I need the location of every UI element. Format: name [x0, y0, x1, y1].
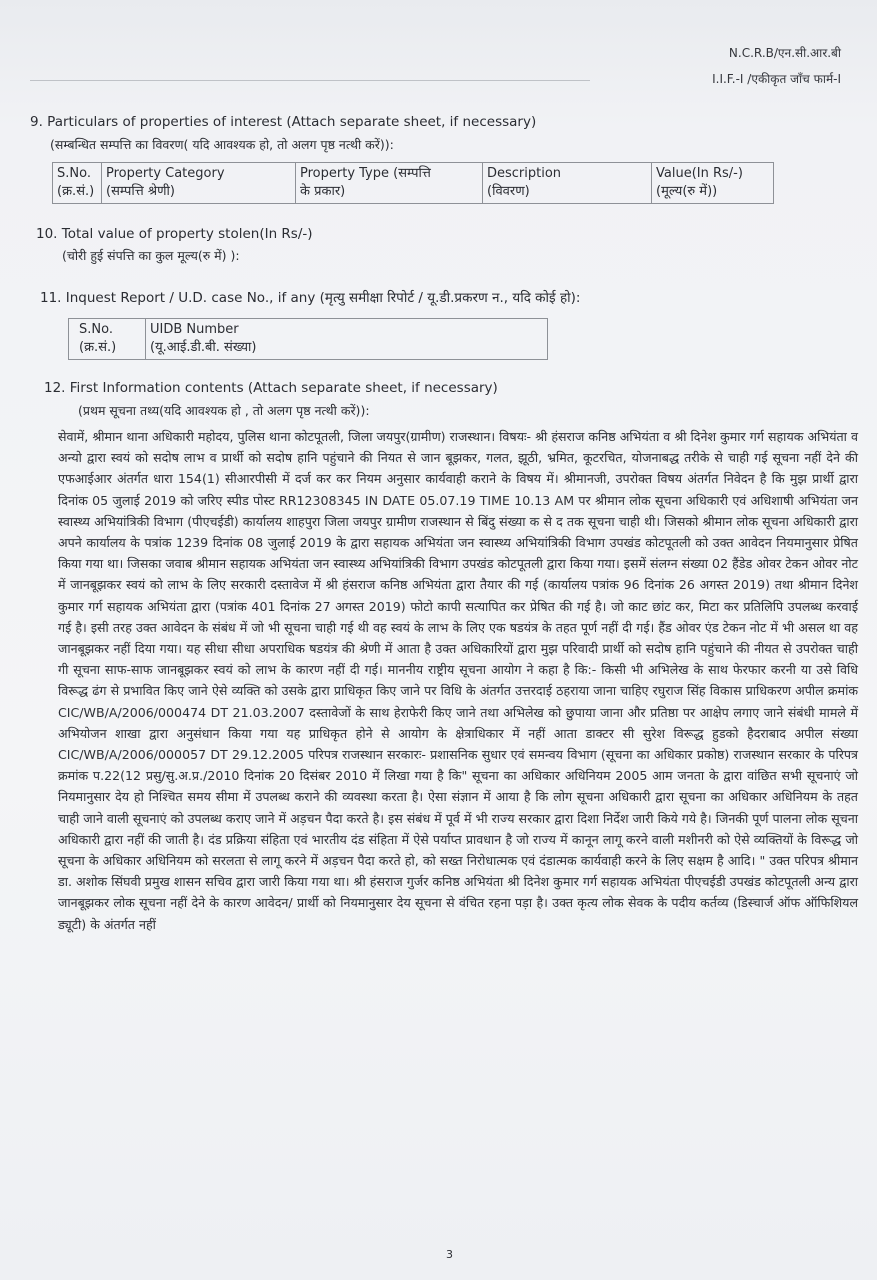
col-inquest-sno: S.No. (क्र.सं.): [69, 319, 146, 360]
properties-table-header: [53, 163, 774, 204]
inquest-table-header: [69, 319, 548, 360]
section-9-subtitle: (सम्बन्धित सम्पत्ति का विवरण( यदि आवश्यक हो, तो अलग पृष्ठ नत्थी करें)):: [50, 137, 394, 152]
first-information-body: सेवामें, श्रीमान थाना अधिकारी महोदय, पुलिस थाना कोटपूतली, जिला जयपुर(ग्रामीण) राजस्थान। विषयः- श्री हंसराज कनिष्ठ अभियंता व श्री दिनेश कुमार गर्ग सहायक अभियंता व अन्यो द्वारा स्वयं को सदोष लाभ व प्रार्थी को सदोष हानि पहुंचाने की नियत से जान बूझकर, गलत, झूठी, भ्रमित, कूटरचित, योजनाबद्ध तरीके से चाही गई सूचना नहीं देने की एफआईआर अंतर्गत धारा 154(1) सीआरपीसी में दर्ज कर कर नियम अनुसार कार्यवाही कराने के विषय में। श्रीमानजी, उपरोक्त विषय अंतर्गत निवेदन है कि मुझ प्रार्थी द्वारा दिनांक 05 जुलाई 2019 को जरिए स्पीड पोस्ट RR12308345 IN DATE 05.07.19 TIME 10.13 AM पर श्रीमान लोक सूचना अधिकारी एवं अधिशाषी अभियंता जन स्वास्थ्य अभियांत्रिकी विभाग (पीएचईडी) कार्यालय शाहपुरा जिला जयपुर ग्रामीण राजस्थान से बिंदु संख्या क से द तक सूचना चाही थी। जिसको श्रीमान लोक सूचना अधिकारी द्वारा अपने कार्यालय के पत्रांक 1239 दिनांक 08 जुलाई 2019 के द्वारा सहायक अभियंता जन स्वास्थ्य अभियांत्रिकी विभाग उपखंड कोटपूतली को उक्त आवेदन नियमानुसार प्रेषित किया गया था। जिसका जवाब श्रीमान सहायक अभियंता जन स्वास्थ्य अभियांत्रिकी विभाग उपखंड कोटपूतली द्वारा किया गया। इसमें संलग्न संख्या 02 हैंडेड ओवर टेकन ओवर नोट में जानबूझकर स्वयं को लाभ के लिए सरकारी दस्तावेज में श्री हंसराज कनिष्ठ अभियंता द्वारा तैयार की गई (कार्यालय पत्रांक 96 दिनांक 26 अगस्त 2019) तथा श्रीमान दिनेश कुमार गर्ग सहायक अभियंता द्वारा (पत्रांक 401 दिनांक 27 अगस्त 2019) फोटो कापी सत्यापित कर प्रेषित की गई है। जो काट छांट कर, मिटा कर प्रतिलिपि उपलब्ध करवाई गई है। इसी तरह उक्त आवेदन के संबंध में जो भी सूचना चाही गई थी वह स्वयं के लाभ के लिए एक षडयंत्र के तहत पूर्ण नहीं दी गई। हैंड ओवर एंड टेकन नोट में भी असल था वह जानबूझकर नहीं दिया गया। यह सीधा सीधा अपराधिक षडयंत्र की श्रेणी में आता है उक्त अधिकारियों द्वारा मुझ परिवादी प्रार्थी को सदोष हानि पहुंचाने की नीयत से उपरोक्त चाही गी सूचना साफ-साफ जानबूझकर स्वयं को लाभ के कारण नहीं दी गई। माननीय राष्ट्रीय सूचना आयोग ने कहा है कि:- किसी भी अभिलेख के साथ फेरफार करनी या उसे विधि विरूद्ध ढंग से प्रभावित किए जाने ऐसे व्यक्ति को उसके द्वारा प्राधिकृत किए जाने पर विधि के अंतर्गत उत्तरदाई ठहराया जाना चाहिए रघुराज सिंह विकास प्राधिकरण अपील क्रमांक CIC/WB/A/2006/000474 DT 21.03.2007 दस्तावेजों के साथ हेराफेरी किए जाने तथा अभिलेख को छुपाया जाना और प्रतिष्ठा पर आक्षेप लगाए जाने संबंधी मामले में अभियोजन शाखा द्वारा अनुसंधान किया गया यह प्राधिकृत होने से आयोग के क्षेत्राधिकार में नहीं आता डाक्टर सी सुरेश विरूद्ध हुडको हैदराबाद अपील संख्या CIC/WB/A/2006/000057 DT 29.12.2005 परिपत्र राजस्थान सरकारः- प्रशासनिक सुधार एवं समन्वय विभाग (सूचना का अधिकार प्रकोष्ठ) राजस्थान सरकार के परिपत्र क्रमांक प.22(12 प्रसु/सु.अ.प्र./2010 दिनांक 20 दिसंबर 2010 में लिखा गया है कि" सूचना का अधिकार अधिनियम 2005 आम जनता के द्वारा वांछित सभी सूचनाएं जो नियमानुसार देय हो निश्चित समय सीमा में उपलब्ध कराने की व्यवस्था करता है। ऐसा संज्ञान में आया है कि लोग सूचना अधिकारी द्वारा सूचना का अधिकार अधिनियम के तहत चाही जाने वाली सूचनाएं को उपलब्ध कराए जाने में अड़चन पैदा करते है। इस संबंध में पूर्व में भी राज्य सरकार द्वारा दिशा निर्देश जारी किये गये है। जिनकी पूर्ण पालना लोक सूचना अधिकारी द्वारा नहीं की जाती है। दंड प्रक्रिया संहिता एवं भारतीय दंड संहिता में ऐसे पर्याप्त प्रावधान है जो राज्य में कानून लागू करने वाली मशीनरी को ऐसे व्यक्तियों के विरूद्ध जो सूचना के अधिकार अधिनियम को सरलता से लागू करने में अड़चन पैदा करते हो, को सख्त निरोधात्मक एवं दंडात्मक कार्यवाही करने के लिए सक्षम है आदि। " उक्त परिपत्र श्रीमान डा. अशोक सिंघवी प्रमुख शासन सचिव द्वारा जारी किया गया था। श्री हंसराज गुर्जर कनिष्ठ अभियंता श्री दिनेश कुमार गर्ग सहायक अभियंता पीएचईडी उपखंड कोटपूतली अन्य द्वारा जानबूझकर लोक सूचना नहीं देने के कारण आवेदन/ प्रार्थी को नियमानुसार देय सूचना से वंचित रहना पड़ा है। उक्त कृत्य लोक सेवक के पदीय कर्तव्य (डिस्चार्ज ऑफ ऑफिशियल ड्यूटी) के अंतर्गत नहीं: [58, 429, 858, 932]
col-value: Value(In Rs/-) (मूल्य(रु में)): [652, 163, 774, 204]
col-property-type: Property Type (सम्पत्ति के प्रकार): [296, 163, 483, 204]
page-number: 3: [446, 1248, 453, 1261]
form-code-line2: I.I.F.-I /एकीकृत जाँच फार्म-I: [712, 72, 841, 86]
col-sno: S.No. (क्र.सं.): [53, 163, 102, 204]
col-property-category: Property Category (सम्पत्ति श्रेणी): [102, 163, 296, 204]
form-code-line1: N.C.R.B/एन.सी.आर.बी: [728, 46, 841, 60]
col-uidb-number: UIDB Number (यू.आई.डी.बी. संख्या): [146, 319, 548, 360]
col-description: Description (विवरण): [483, 163, 652, 204]
inquest-table: [68, 318, 548, 360]
section-10-subtitle: (चोरी हुई संपत्ति का कुल मूल्य(रु में) ):: [62, 248, 240, 263]
properties-table: [52, 162, 774, 204]
section-10-title: 10. Total value of property stolen(In Rs/-): [36, 226, 313, 242]
section-11-title: 11. Inquest Report / U.D. case No., if any (मृत्यु समीक्षा रिपोर्ट / यू.डी.प्रकरण न., यदि कोई हो):: [40, 290, 581, 306]
section-12-subtitle: (प्रथम सूचना तथ्य(यदि आवश्यक हो , तो अलग पृष्ठ नत्थी करें)):: [78, 403, 370, 418]
section-9-title: 9. Particulars of properties of interest (Attach separate sheet, if necessary): [30, 114, 537, 130]
section-12-title: 12. First Information contents (Attach separate sheet, if necessary): [44, 380, 498, 396]
header-rule: [30, 80, 590, 81]
